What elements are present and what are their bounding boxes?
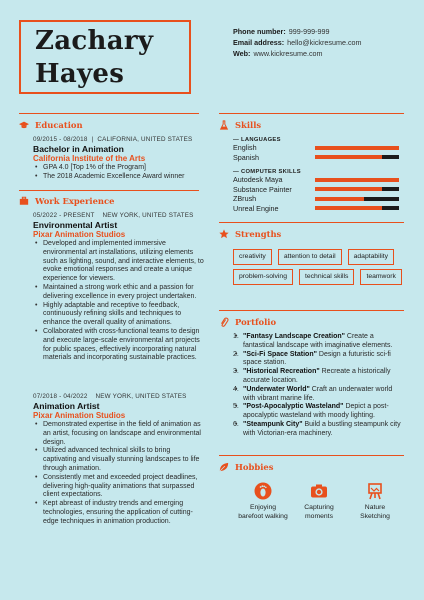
divider [19, 190, 199, 191]
skills-block [233, 137, 399, 213]
strength-tag: adaptability [348, 249, 394, 265]
skill-row: Substance Painter [233, 185, 399, 195]
job-title: Environmental Artist [33, 220, 118, 230]
hobby-item: Capturing moments [294, 482, 344, 521]
job-meta: 07/2018 - 04/2022 NEW YORK, UNITED STATES [33, 393, 187, 400]
job-bullets [33, 240, 205, 363]
education-heading: Education [19, 120, 83, 130]
divider [219, 310, 404, 311]
list-item: • Kept abreast of industry trends and emerging technologies, ensuring the application of cutting-edge techniques in animation production. [33, 500, 205, 526]
education-bullets [33, 164, 203, 182]
education-school: California Institute of the Arts [33, 154, 146, 163]
divider [219, 113, 404, 114]
skill-bar [315, 155, 399, 159]
hobbies-heading: Hobbies [219, 462, 273, 472]
list-item: • Developed and implemented immersive environmental art installations, utilizing elements such as lighting, sound, and interactive elements, to evoke emotional responses and create a unique experience for viewers. [33, 240, 205, 284]
job-entry-1 [33, 212, 205, 363]
skill-bar-fill [315, 155, 382, 159]
skills-heading: Skills [219, 120, 261, 130]
skill-bar-fill [315, 197, 364, 201]
experience-heading: Work Experience [19, 196, 114, 206]
skill-bar-fill [315, 187, 382, 191]
list-item: • Collaborated with cross-functional teams to design and execute large-scale environmental art projects for public spaces, effectively incorporating natural materials and incorporating sustainable practices. [33, 328, 205, 363]
skill-bar-fill [315, 178, 399, 182]
hobby-item: Nature Sketching [350, 482, 400, 521]
list-item: • Highly adaptable and receptive to feedback, continuously refining skills and techniques to enhance the overall quality of animations. [33, 302, 205, 328]
skill-row: Autodesk Maya [233, 175, 399, 185]
skill-bar-fill [315, 206, 382, 210]
strength-tag: attention to detail [278, 249, 342, 265]
list-item: • Consistently met and exceeded project deadlines, delivering high-quality animations that surpassed client expectations. [33, 474, 205, 500]
list-item: • Maintained a strong work ethic and a passion for delivering excellence in every project undertaken. [33, 284, 205, 302]
divider [19, 113, 199, 114]
education-meta: 09/2015 - 08/2018 | CALIFORNIA, UNITED STATES [33, 136, 193, 143]
education-degree: Bachelor in Animation [33, 144, 124, 154]
strengths-heading: Strengths [219, 229, 281, 239]
skill-bar [315, 178, 399, 182]
list-item: • 3. "Historical Recreation" Recreate a historically accurate location. [233, 368, 401, 386]
strength-tags [233, 249, 413, 285]
leaf-icon [219, 462, 229, 472]
name-box [19, 20, 191, 94]
list-item: • 4. "Underwater World" Craft an underwater world with vibrant marine life. [233, 386, 401, 404]
paperclip-icon [219, 317, 229, 327]
list-item: • The 2018 Academic Excellence Award winner [33, 173, 203, 182]
job-entry-2 [33, 393, 205, 527]
job-meta: 05/2022 - PRESENT NEW YORK, UNITED STATES [33, 212, 194, 219]
strength-tag: creativity [233, 249, 272, 265]
graduation-cap-icon [19, 120, 29, 130]
skill-bar [315, 197, 399, 201]
skill-row: Spanish [233, 153, 399, 163]
job-company: Pixar Animation Studios [33, 411, 126, 420]
easel-icon [366, 482, 384, 500]
strength-tag: technical skills [299, 269, 354, 285]
skill-bar [315, 206, 399, 210]
sun-foot-icon [254, 482, 272, 500]
job-title: Animation Artist [33, 401, 100, 411]
divider [219, 222, 404, 223]
list-item: • GPA 4.0 [Top 1% of the Program] [33, 164, 203, 173]
camera-icon [310, 482, 328, 500]
contact-info [233, 26, 362, 59]
portfolio-heading: Portfolio [219, 317, 276, 327]
list-item: • 5. "Post-Apocalyptic Wasteland" Depict a post-apocalyptic wasteland with moody lighting. [233, 403, 401, 421]
first-name: Zachary [35, 26, 154, 56]
strength-tag: teamwork [360, 269, 401, 285]
contact-web[interactable]: Web: www.kickresume.com [233, 49, 323, 58]
skill-bar [315, 146, 399, 150]
list-item: • 6. "Steampunk City" Build a bustling steampunk city with Victorian-era machinery. [233, 421, 401, 439]
skill-bar-fill [315, 146, 399, 150]
list-item: • Utilized advanced technical skills to bring captivating and visually stunning landscapes to life through animation. [33, 447, 205, 473]
star-icon [219, 229, 229, 239]
skills-group-label: — COMPUTER SKILLS [233, 169, 301, 175]
job-company: Pixar Animation Studios [33, 230, 126, 239]
hobbies-list [238, 482, 400, 521]
skill-row: Unreal Engine [233, 204, 399, 214]
list-item: • 2. "Sci-Fi Space Station" Design a futuristic sci-fi space station. [233, 351, 401, 369]
divider [219, 455, 404, 456]
briefcase-icon [19, 196, 29, 206]
list-item: • Demonstrated expertise in the field of animation as an artist, focusing on landscape and environmental design. [33, 421, 205, 447]
job-bullets [33, 421, 205, 527]
skill-bar [315, 187, 399, 191]
skill-row: ZBrush [233, 194, 399, 204]
education-entry [33, 136, 203, 182]
last-name: Hayes [35, 59, 125, 89]
contact-phone: Phone number: 999-999-999 [233, 27, 330, 36]
list-item: • 1. "Fantasy Landscape Creation" Create a fantastical landscape with imaginative elements. [233, 333, 401, 351]
skill-row: English [233, 143, 399, 153]
skills-group-label: — LANGUAGES [233, 137, 281, 143]
portfolio-list [233, 333, 401, 439]
strength-tag: problem-solving [233, 269, 293, 285]
contact-email[interactable]: Email address: hello@kickresume.com [233, 38, 362, 47]
hobby-item: Enjoying barefoot walking [238, 482, 288, 521]
flask-icon [219, 120, 229, 130]
